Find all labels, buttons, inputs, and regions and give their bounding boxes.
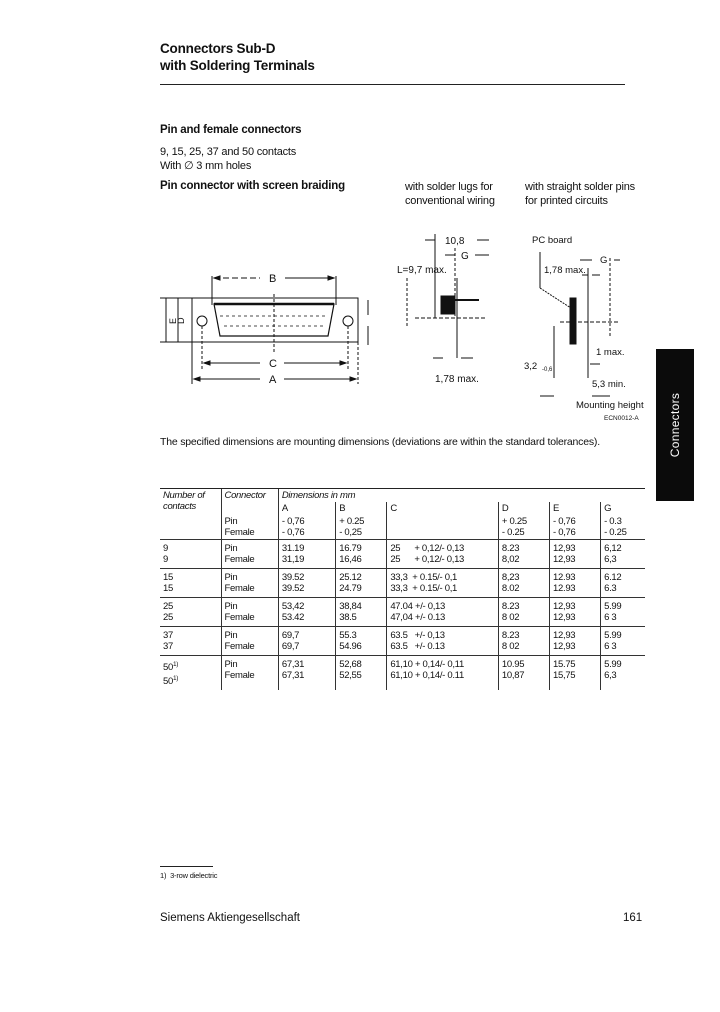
cell-contacts: 15 15	[160, 569, 221, 598]
table-row	[160, 627, 645, 656]
cell-b: 38,84 38.5	[336, 598, 387, 627]
pcb-side-view-drawing	[520, 228, 650, 428]
table-header-row	[160, 489, 645, 503]
cell-g: 5.99 6 3	[601, 598, 645, 627]
cell-g: 6.12 6.3	[601, 569, 645, 598]
pc-board-label: PC board	[532, 235, 573, 246]
caption-pcb-line-2: for printed circuits	[525, 195, 608, 207]
dim-label-c: C	[269, 358, 277, 370]
dim-10-8: 10,8	[445, 236, 465, 247]
cell-contacts: 9 9	[160, 540, 221, 569]
page-title	[160, 40, 315, 74]
dim-label-e: E	[168, 317, 178, 324]
cell-e: 12.93 12.93	[550, 569, 601, 598]
cell-a: 53,42 53.42	[278, 598, 335, 627]
header-a: A	[278, 502, 335, 515]
cell-connector: Pin Female	[221, 540, 278, 569]
dimensions-table	[160, 488, 645, 690]
cell-a: 69,7 69,7	[278, 627, 335, 656]
pcb-dim-g: G	[600, 255, 608, 266]
cell-b: 16.79 16,46	[336, 540, 387, 569]
tolerance-row	[160, 515, 645, 540]
header-connector: Connector	[221, 489, 278, 516]
cell-d: 10.95 10,87	[498, 656, 549, 691]
table-row	[160, 598, 645, 627]
figure-caption-main: Pin connector with screen braiding	[160, 180, 345, 192]
mounting-height-label: Mounting height	[576, 400, 644, 411]
header-dimensions: Dimensions in mm	[278, 489, 645, 503]
table-row	[160, 569, 645, 598]
dim-label-a: A	[269, 374, 277, 386]
dim-label-d: D	[176, 317, 186, 324]
section-heading: Pin and female connectors	[160, 124, 302, 136]
table-row	[160, 656, 645, 691]
tol-b: + 0.25 - 0,25	[336, 515, 387, 540]
title-rule	[160, 84, 625, 85]
pcb-dim-3-2-tol: -0,6	[542, 367, 553, 373]
cell-connector: Pin Female	[221, 569, 278, 598]
dim-g: G	[461, 251, 469, 262]
caption-lugs-line-2: conventional wiring	[405, 195, 495, 207]
cell-c: 63.5 +/- 0,13 63.5 +/- 0.13	[387, 627, 499, 656]
cell-a: 31.19 31,19	[278, 540, 335, 569]
cell-d: 8.23 8,02	[498, 540, 549, 569]
header-d: D	[498, 502, 549, 515]
pcb-dim-1-78: 1,78 max.	[544, 265, 586, 276]
footnote-text: 3-row dielectric	[170, 871, 218, 880]
lug-side-view-drawing	[395, 228, 515, 388]
footnote	[160, 871, 217, 880]
cell-connector: Pin Female	[221, 656, 278, 691]
cell-c: 33,3 + 0.15/- 0,1 33,3 + 0.15/- 0,1	[387, 569, 499, 598]
dim-l: L=9,7 max.	[397, 265, 447, 276]
title-line-1: Connectors Sub-D	[160, 41, 276, 56]
dim-label-b: B	[269, 273, 277, 285]
cell-contacts: 37 37	[160, 627, 221, 656]
tol-a: - 0,76 - 0,76	[278, 515, 335, 540]
side-tab-connectors	[656, 349, 694, 501]
cell-contacts: 25 25	[160, 598, 221, 627]
cell-d: 8.23 8 02	[498, 627, 549, 656]
figure-caption-pcb	[525, 180, 635, 208]
cell-e: 15.75 15,75	[550, 656, 601, 691]
dim-1-78: 1,78 max.	[435, 374, 479, 385]
footnote-marker: 1)	[160, 871, 167, 880]
table-row	[160, 540, 645, 569]
cell-e: 12,93 12,93	[550, 598, 601, 627]
cell-e: 12,93 12,93	[550, 540, 601, 569]
cell-g: 5.99 6 3	[601, 627, 645, 656]
cell-connector: Pin Female	[221, 598, 278, 627]
cell-connector: Pin Female	[221, 627, 278, 656]
caption-pcb-line-1: with straight solder pins	[525, 181, 635, 193]
tol-contacts	[160, 515, 221, 540]
tol-e: - 0,76 - 0,76	[550, 515, 601, 540]
header-contacts: Number of contacts	[160, 489, 221, 516]
cell-c: 61,10 + 0,14/- 0,11 61,10 + 0,14/- 0.11	[387, 656, 499, 691]
page-number: 161	[623, 912, 643, 924]
title-line-2: with Soldering Terminals	[160, 58, 315, 73]
cell-d: 8,23 8.02	[498, 569, 549, 598]
header-g: G	[601, 502, 645, 515]
cell-d: 8.23 8 02	[498, 598, 549, 627]
dimensions-note: The specified dimensions are mounting dimensions (deviations are within the standard tolerances).	[160, 436, 600, 448]
header-b: B	[336, 502, 387, 515]
cell-a: 39.52 39.52	[278, 569, 335, 598]
tol-connector: Pin Female	[221, 515, 278, 540]
cell-e: 12,93 12,93	[550, 627, 601, 656]
intro-line-2: With ∅ 3 mm holes	[160, 160, 252, 172]
header-e: E	[550, 502, 601, 515]
drawing-code: ECN0012-A	[604, 415, 639, 422]
figure-caption-lugs	[405, 180, 495, 208]
cell-g: 6,12 6,3	[601, 540, 645, 569]
cell-c: 47.04 +/- 0,13 47,04 +/- 0.13	[387, 598, 499, 627]
cell-b: 25.12 24.79	[336, 569, 387, 598]
intro-line-1: 9, 15, 25, 37 and 50 contacts	[160, 146, 297, 158]
tol-d: + 0.25 - 0.25	[498, 515, 549, 540]
caption-lugs-line-1: with solder lugs for	[405, 181, 493, 193]
cell-b: 55.3 54.96	[336, 627, 387, 656]
pcb-dim-1max: 1 max.	[596, 347, 625, 358]
tol-c	[387, 515, 499, 540]
cell-c: 25 + 0,12/- 0,13 25 + 0,12/- 0,13	[387, 540, 499, 569]
cell-g: 5.99 6,3	[601, 656, 645, 691]
cell-contacts: 50$^{1)}$ 50$^{1)}$	[160, 656, 221, 691]
header-c: C	[387, 502, 499, 515]
pcb-dim-3-2: 3,2	[524, 361, 538, 372]
cell-b: 52,68 52,55	[336, 656, 387, 691]
tol-g: - 0.3 - 0.25	[601, 515, 645, 540]
footer-company: Siemens Aktiengesellschaft	[160, 912, 300, 924]
front-view-drawing	[150, 260, 380, 400]
cell-a: 67,31 67,31	[278, 656, 335, 691]
footnote-rule	[160, 866, 213, 867]
side-tab-label: Connectors	[668, 392, 682, 458]
pcb-dim-5-3: 5,3 min.	[592, 379, 626, 390]
